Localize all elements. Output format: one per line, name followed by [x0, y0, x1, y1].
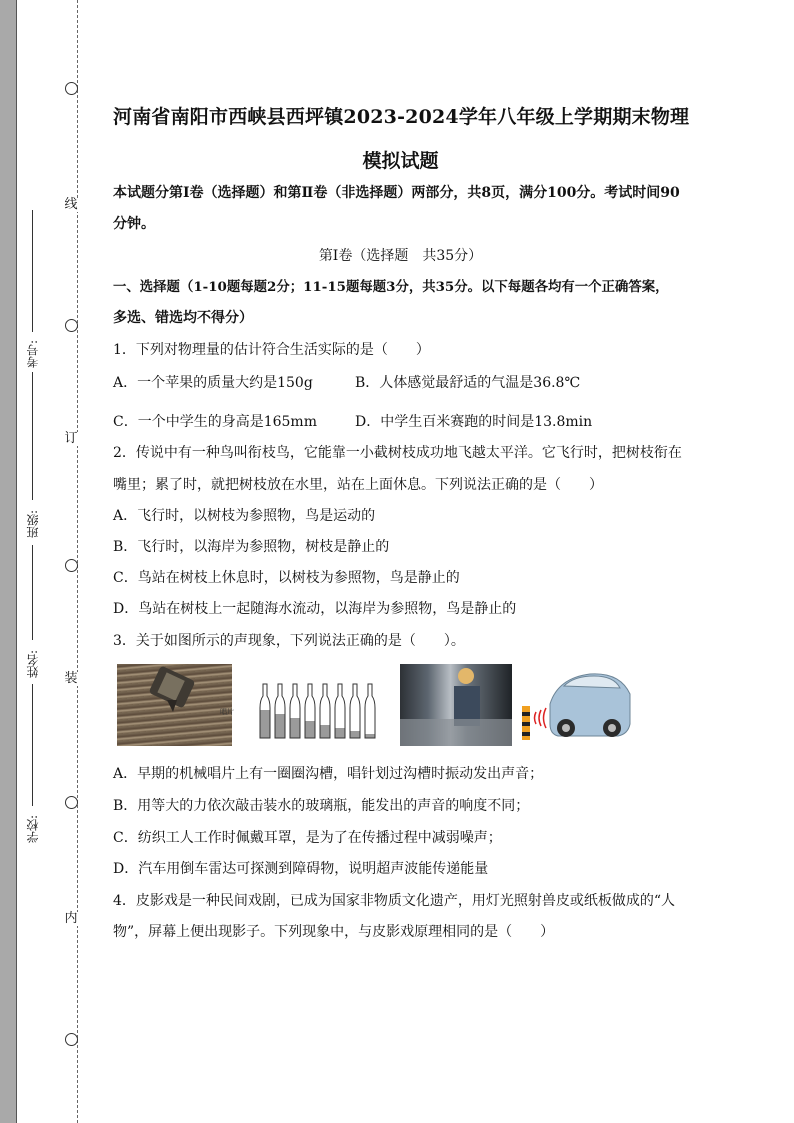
question-stem: 物”，屏幕上便出现影子。下列现象中，与皮影戏原理相同的是（ ）	[113, 924, 555, 940]
option-a: A．一个苹果的质量大约是150g	[113, 375, 313, 391]
binding-mark-order: 订	[64, 431, 78, 446]
record-groove-photo	[117, 664, 232, 746]
school-field	[22, 815, 44, 843]
option-b: B．人体感觉最舒适的气温是36.8℃	[355, 375, 581, 391]
option-d: D．鸟站在树枝上一起随海水流动，以海岸为参照物，鸟是静止的	[113, 601, 517, 617]
intro-line: 分钟。	[113, 216, 155, 232]
school-label: 学校:	[25, 815, 40, 844]
binding-hole	[65, 319, 78, 332]
question-stem: 1．下列对物理量的估计符合生活实际的是（ ）	[113, 342, 430, 358]
option-d: D．中学生百米赛跑的时间是13.8min	[355, 414, 593, 430]
section-heading: 多选、错选均不得分）	[113, 310, 253, 326]
textile-worker-photo	[400, 664, 512, 746]
option-b: B．飞行时，以海岸为参照物，树枝是静止的	[113, 539, 390, 555]
field-underline	[32, 545, 33, 640]
question-stem: 3．关于如图所示的声现象，下列说法正确的是（ ）。	[113, 633, 465, 649]
binding-mark-pack: 装	[64, 671, 78, 686]
figure-label: 唱片	[220, 708, 234, 716]
field-underline	[32, 684, 33, 806]
question-stem: 2．传说中有一种鸟叫衔枝鸟，它能靠一小截树枝成功地飞越太平洋。它飞行时，把树枝衔在	[113, 445, 682, 461]
option-a: A．飞行时，以树枝为参照物，鸟是运动的	[113, 508, 376, 524]
parking-radar-car	[520, 664, 635, 746]
exam-number-label: 考号:	[25, 340, 40, 369]
section-heading: 一、选择题（1-10题每题2分；11-15题每题3分，共35分。以下每题各均有一个正确答案，	[113, 279, 669, 295]
option-a: A．早期的机械唱片上有一圈圈沟槽，唱针划过沟槽时振动发出声音；	[113, 766, 544, 782]
binding-hole	[65, 82, 78, 95]
binding-mark-line: 线	[64, 197, 78, 212]
field-underline	[32, 372, 33, 500]
binding-hole	[65, 796, 78, 809]
question-stem: 嘴里；累了时，就把树枝放在水里，站在上面休息。下列说法正确的是（ ）	[113, 477, 603, 493]
page-title: 河南省南阳市西峡县西坪镇2023-2024学年八年级上学期期末物理	[113, 106, 690, 128]
name-label: 姓名:	[25, 650, 40, 679]
binding-mark-inside: 内	[64, 911, 78, 926]
option-c: C．纺织工人工作时佩戴耳罩，是为了在传播过程中减弱噪声；	[113, 830, 502, 846]
q3-figures	[117, 664, 637, 748]
class-label: 班级:	[25, 510, 40, 539]
option-c: C．鸟站在树枝上休息时，以树枝为参照物，鸟是静止的	[113, 570, 460, 586]
field-underline	[32, 210, 33, 332]
option-b: B．用等大的力依次敲击装水的玻璃瓶，能发出的声音的响度不同；	[113, 798, 530, 814]
part-heading: 第Ⅰ卷（选择题 共35分）	[318, 248, 483, 264]
exam-number-field	[22, 340, 44, 368]
class-field	[22, 510, 44, 538]
bottles-svg	[220, 664, 390, 746]
intro-line: 本试题分第Ⅰ卷（选择题）和第Ⅱ卷（非选择题）两部分，共8页，满分100分。考试时间90	[113, 185, 680, 201]
question-stem: 4．皮影戏是一种民间戏剧，已成为国家非物质文化遗产，用灯光照射兽皮或纸板做成的“人	[113, 893, 676, 909]
binding-hole	[65, 1033, 78, 1046]
binding-hole	[65, 559, 78, 572]
option-c: C．一个中学生的身高是165mm	[113, 414, 317, 430]
option-d: D．汽车用倒车雷达可探测到障碍物，说明超声波能传递能量	[113, 861, 489, 877]
page-subtitle: 模拟试题	[362, 150, 439, 172]
glass-bottles-drawing	[220, 664, 390, 746]
name-field	[22, 650, 44, 678]
